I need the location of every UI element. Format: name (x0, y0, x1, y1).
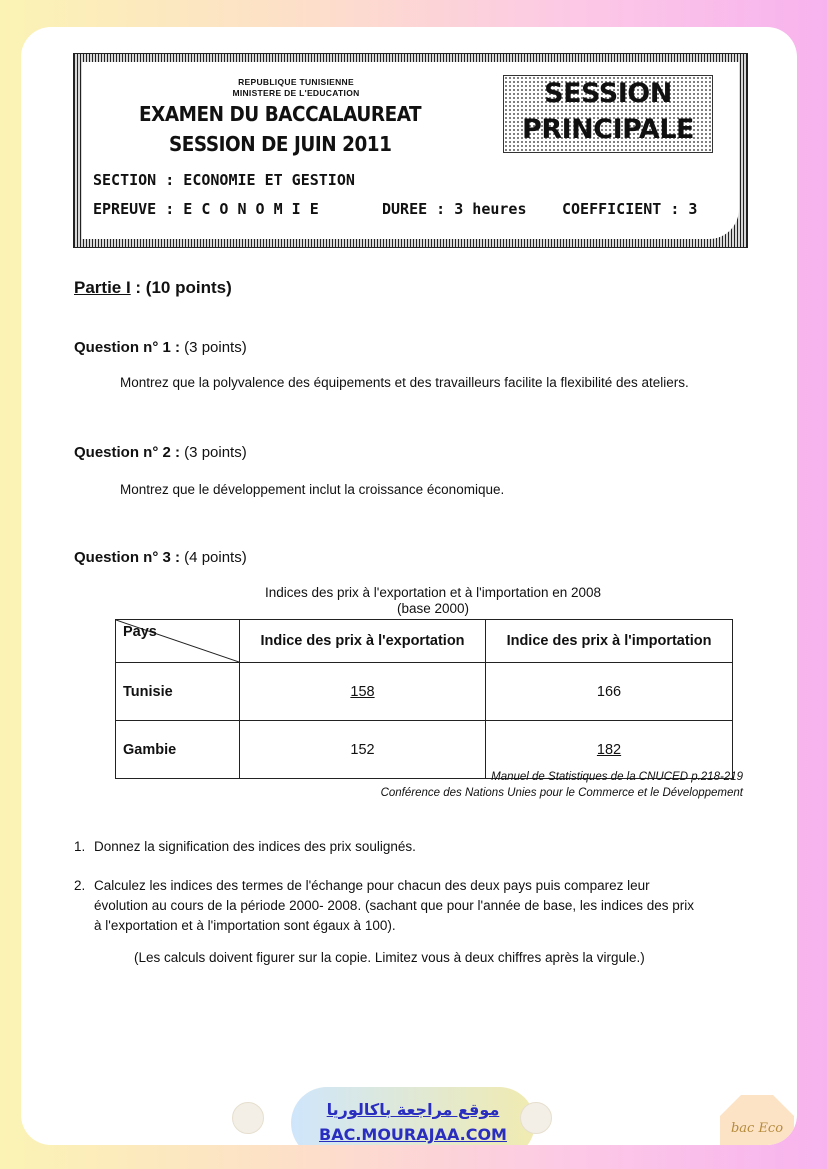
site-logo-left-icon (232, 1102, 264, 1134)
question-1-text: Montrez que la polyvalence des équipements et des travailleurs facilite la flexibilité des ateliers. (120, 375, 689, 390)
partie-label: Partie I (74, 278, 131, 297)
price-index-table (115, 619, 733, 779)
octagon-badge-icon (718, 1093, 796, 1145)
table-header-row (116, 620, 733, 663)
item-2-line1: Calculez les indices des termes de l'échange pour chacun des deux pays puis comparez leur (94, 878, 650, 893)
tunisie-export-value: 158 (350, 683, 375, 700)
ministere-label: MINISTERE DE L'EDUCATION (232, 88, 360, 98)
badge-label: bac Eco (730, 1121, 784, 1136)
question-2-heading (74, 444, 247, 461)
item-1-text: Donnez la signification des indices des prix soulignés. (94, 839, 416, 854)
table-caption-line1: Indices des prix à l'exportation et à l'importation en 2008 (264, 585, 602, 600)
item-2-line2: évolution au cours de la période 2000- 2008. (sachant que pour l'année de base, les indices des prix (94, 898, 694, 913)
table-row (116, 721, 733, 779)
session-box-line1: SESSION (544, 78, 672, 109)
footer-site-banner[interactable] (291, 1087, 535, 1145)
exam-title: EXAMEN DU BACCALAUREAT (139, 102, 422, 126)
table-caption-line2: (base 2000) (396, 601, 470, 616)
row-tunisie-pays: Tunisie (116, 663, 240, 721)
bac-eco-badge (718, 1093, 796, 1145)
partie-heading (74, 278, 232, 298)
exam-header (73, 53, 748, 248)
question-1-label: Question n° 1 : (74, 339, 181, 356)
session-title: SESSION DE JUIN 2011 (169, 132, 392, 156)
row-gambie-import (486, 721, 733, 779)
question-2-points: (3 points) (180, 444, 247, 461)
table-source-line1: Manuel de Statistiques de la CNUCED p.218-219 (491, 771, 743, 783)
coefficient-label: COEFFICIENT : 3 (562, 200, 698, 218)
question-3-points: (4 points) (180, 549, 247, 566)
session-principale-box (503, 75, 713, 153)
question-3-label: Question n° 3 : (74, 549, 181, 566)
republique-label: REPUBLIQUE TUNISIENNE (238, 77, 354, 87)
epreuve-label: EPREUVE : E C O N O M I E (93, 200, 319, 218)
gambie-import-value: 182 (596, 741, 622, 758)
section-label: SECTION : ECONOMIE ET GESTION (93, 171, 355, 189)
item-2-line3: à l'exportation et à l'importation sont égaux à 100). (94, 918, 396, 933)
row-gambie-export: 152 (240, 721, 486, 779)
duree-label: DUREE : 3 heures (382, 200, 527, 218)
session-box-line2: PRINCIPALE (522, 114, 694, 145)
exam-page (21, 27, 797, 1145)
header-pays (116, 620, 240, 663)
row-tunisie-export (240, 663, 486, 721)
footer-url-link[interactable]: BAC.MOURAJAA.COM (319, 1125, 507, 1144)
item-2-number: 2. (74, 878, 86, 893)
question-2-label: Question n° 2 : (74, 444, 181, 461)
question-2-text: Montrez que le développement inclut la croissance économique. (120, 482, 505, 497)
item-1-number: 1. (74, 839, 86, 854)
question-1-points: (3 points) (180, 339, 247, 356)
table-source-line2: Conférence des Nations Unies pour le Commerce et le Développement (380, 787, 743, 799)
header-pays-label: Pays (123, 624, 157, 640)
header-import: Indice des prix à l'importation (486, 620, 733, 663)
question-1-heading (74, 339, 247, 356)
partie-points: : (10 points) (130, 278, 232, 297)
row-gambie-pays: Gambie (116, 721, 240, 779)
header-export: Indice des prix à l'exportation (240, 620, 486, 663)
question-3-heading (74, 549, 247, 566)
footer-arabic-link[interactable]: موقع مراجعة باكالوريا (326, 1100, 500, 1119)
site-logo-right-icon (520, 1102, 552, 1134)
row-tunisie-import: 166 (486, 663, 733, 721)
calculation-note: (Les calculs doivent figurer sur la copie. Limitez vous à deux chiffres après la virgule.) (134, 950, 645, 965)
table-row (116, 663, 733, 721)
header-inner (82, 62, 739, 239)
